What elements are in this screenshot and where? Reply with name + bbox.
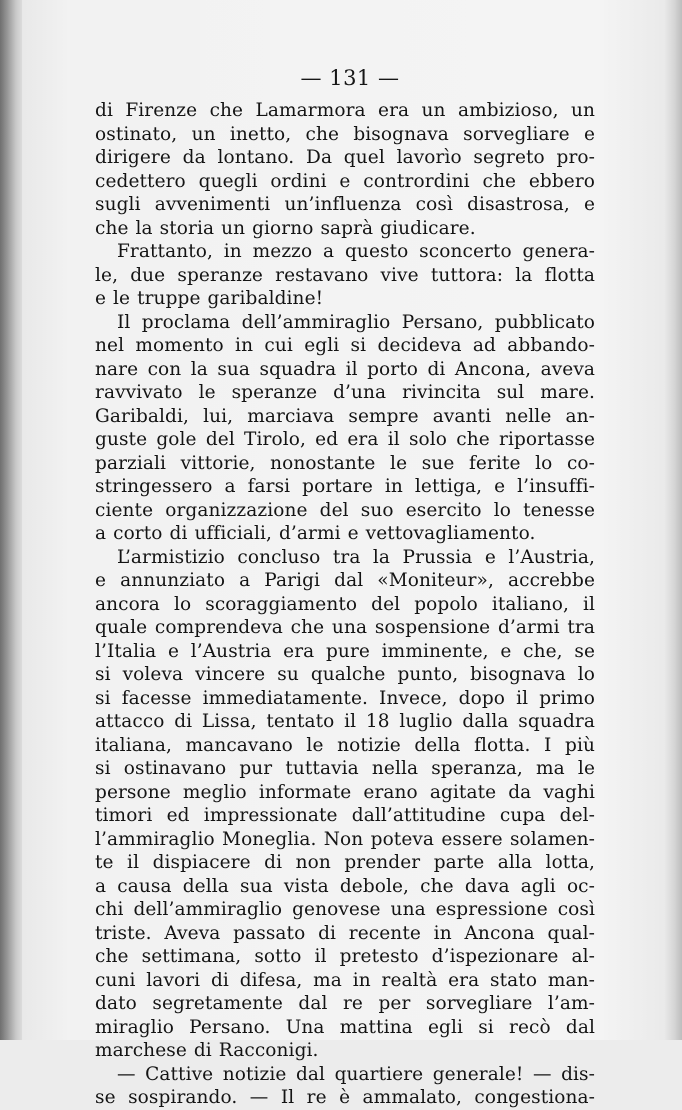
text-line: ancora lo scoraggiamento del popolo italiano, il	[95, 593, 595, 615]
text-line: italiana, mancavano le notizie della flotta. I più	[95, 734, 595, 756]
book-gutter-shadow	[0, 0, 22, 1040]
text-line: a causa della sua vista debole, che dava agli oc-	[95, 875, 595, 897]
page-edge-shadow	[664, 0, 682, 1040]
text-line: nel momento in cui egli si decideva ad abbando-	[95, 335, 595, 356]
text-line: le, due speranze restavano vive tuttora: la flotta	[95, 264, 595, 286]
text-line: ravvivato le speranze d’una rivincita sul mare.	[95, 382, 595, 403]
text-line: nare con la sua squadra il porto di Ancona, aveva	[95, 358, 595, 380]
text-line: attacco di Lissa, tentato il 18 luglio dalla squadra	[95, 711, 595, 732]
text-line: marchese di Racconigi.	[95, 1040, 319, 1061]
text-line: timori ed impressionate dall’attitudine cupa del-	[95, 805, 595, 826]
text-line: e annunziato a Parigi dal «Moniteur», accrebbe	[95, 570, 595, 591]
text-line: si ostinavano pur tuttavia nella speranza, ma le	[95, 758, 595, 779]
text-line: L’armistizio concluso tra la Prussia e l’Austria,	[117, 546, 595, 568]
text-line: chi dell’ammiraglio genovese una espressione così	[95, 899, 595, 920]
text-line: ciente organizzazione del suo esercito lo tenesse	[95, 499, 595, 521]
text-line: te il dispiacere di non prender parte alla lotta,	[95, 852, 595, 873]
text-line: stringessero a farsi portare in lettiga, e l’insuffi-	[95, 476, 595, 497]
text-line: di Firenze che Lamarmora era un ambizioso, un	[95, 100, 595, 121]
text-line: dirigere da lontano. Da quel lavorìo segreto pro-	[95, 147, 595, 168]
text-line: e le truppe garibaldine!	[95, 288, 324, 309]
text-line: a corto di ufficiali, d’armi e vettovagliamento.	[95, 523, 536, 544]
text-line: che settimana, sotto il pretesto d’ispezionare al-	[95, 946, 595, 967]
text-line: persone meglio informate erano agitate da vaghi	[95, 781, 595, 803]
text-line: Il proclama dell’ammiraglio Persano, pubblicato	[117, 311, 595, 333]
text-line: miraglio Persano. Una mattina egli si recò dal	[95, 1016, 595, 1038]
text-line: che la storia un giorno saprà giudicare.	[95, 217, 476, 239]
body-text	[95, 99, 595, 1110]
text-line: l’ammiraglio Moneglia. Non poteva essere solamen-	[95, 828, 595, 850]
text-line: cuni lavori di difesa, ma in realtà era stato man-	[95, 969, 595, 991]
text-line: Frattanto, in mezzo a questo sconcerto genera-	[117, 241, 595, 262]
text-line: Garibaldi, lui, marciava sempre avanti nelle an-	[95, 405, 595, 427]
text-line: ostinato, un inetto, che bisognava sorvegliare e	[95, 123, 595, 145]
text-line: parziali vittorie, nonostante le sue ferite lo co-	[95, 452, 595, 474]
text-line: — Cattive notizie dal quartiere generale! — dis-	[117, 1063, 595, 1085]
text-line: cedettero quegli ordini e contrordini che ebbero	[95, 170, 595, 192]
text-line: si facesse immediatamente. Invece, dopo il primo	[95, 687, 595, 709]
text-line: quale comprendeva che una sospensione d’armi tra	[95, 617, 595, 638]
text-line: l’Italia e l’Austria era pure imminente, e che, se	[95, 640, 595, 662]
text-line: si voleva vincere su qualche punto, bisognava lo	[95, 664, 595, 685]
page-number: — 131 —	[300, 66, 400, 90]
text-line: se sospirando. — Il re è ammalato, congestiona-	[95, 1087, 595, 1108]
text-line: sugli avvenimenti un’influenza così disastrosa, e	[95, 194, 595, 215]
text-line: triste. Aveva passato di recente in Ancona qual-	[95, 922, 595, 944]
text-line: guste gole del Tirolo, ed era il solo che riportasse	[95, 429, 595, 450]
text-line: dato segretamente dal re per sorvegliare l’am-	[95, 993, 595, 1014]
